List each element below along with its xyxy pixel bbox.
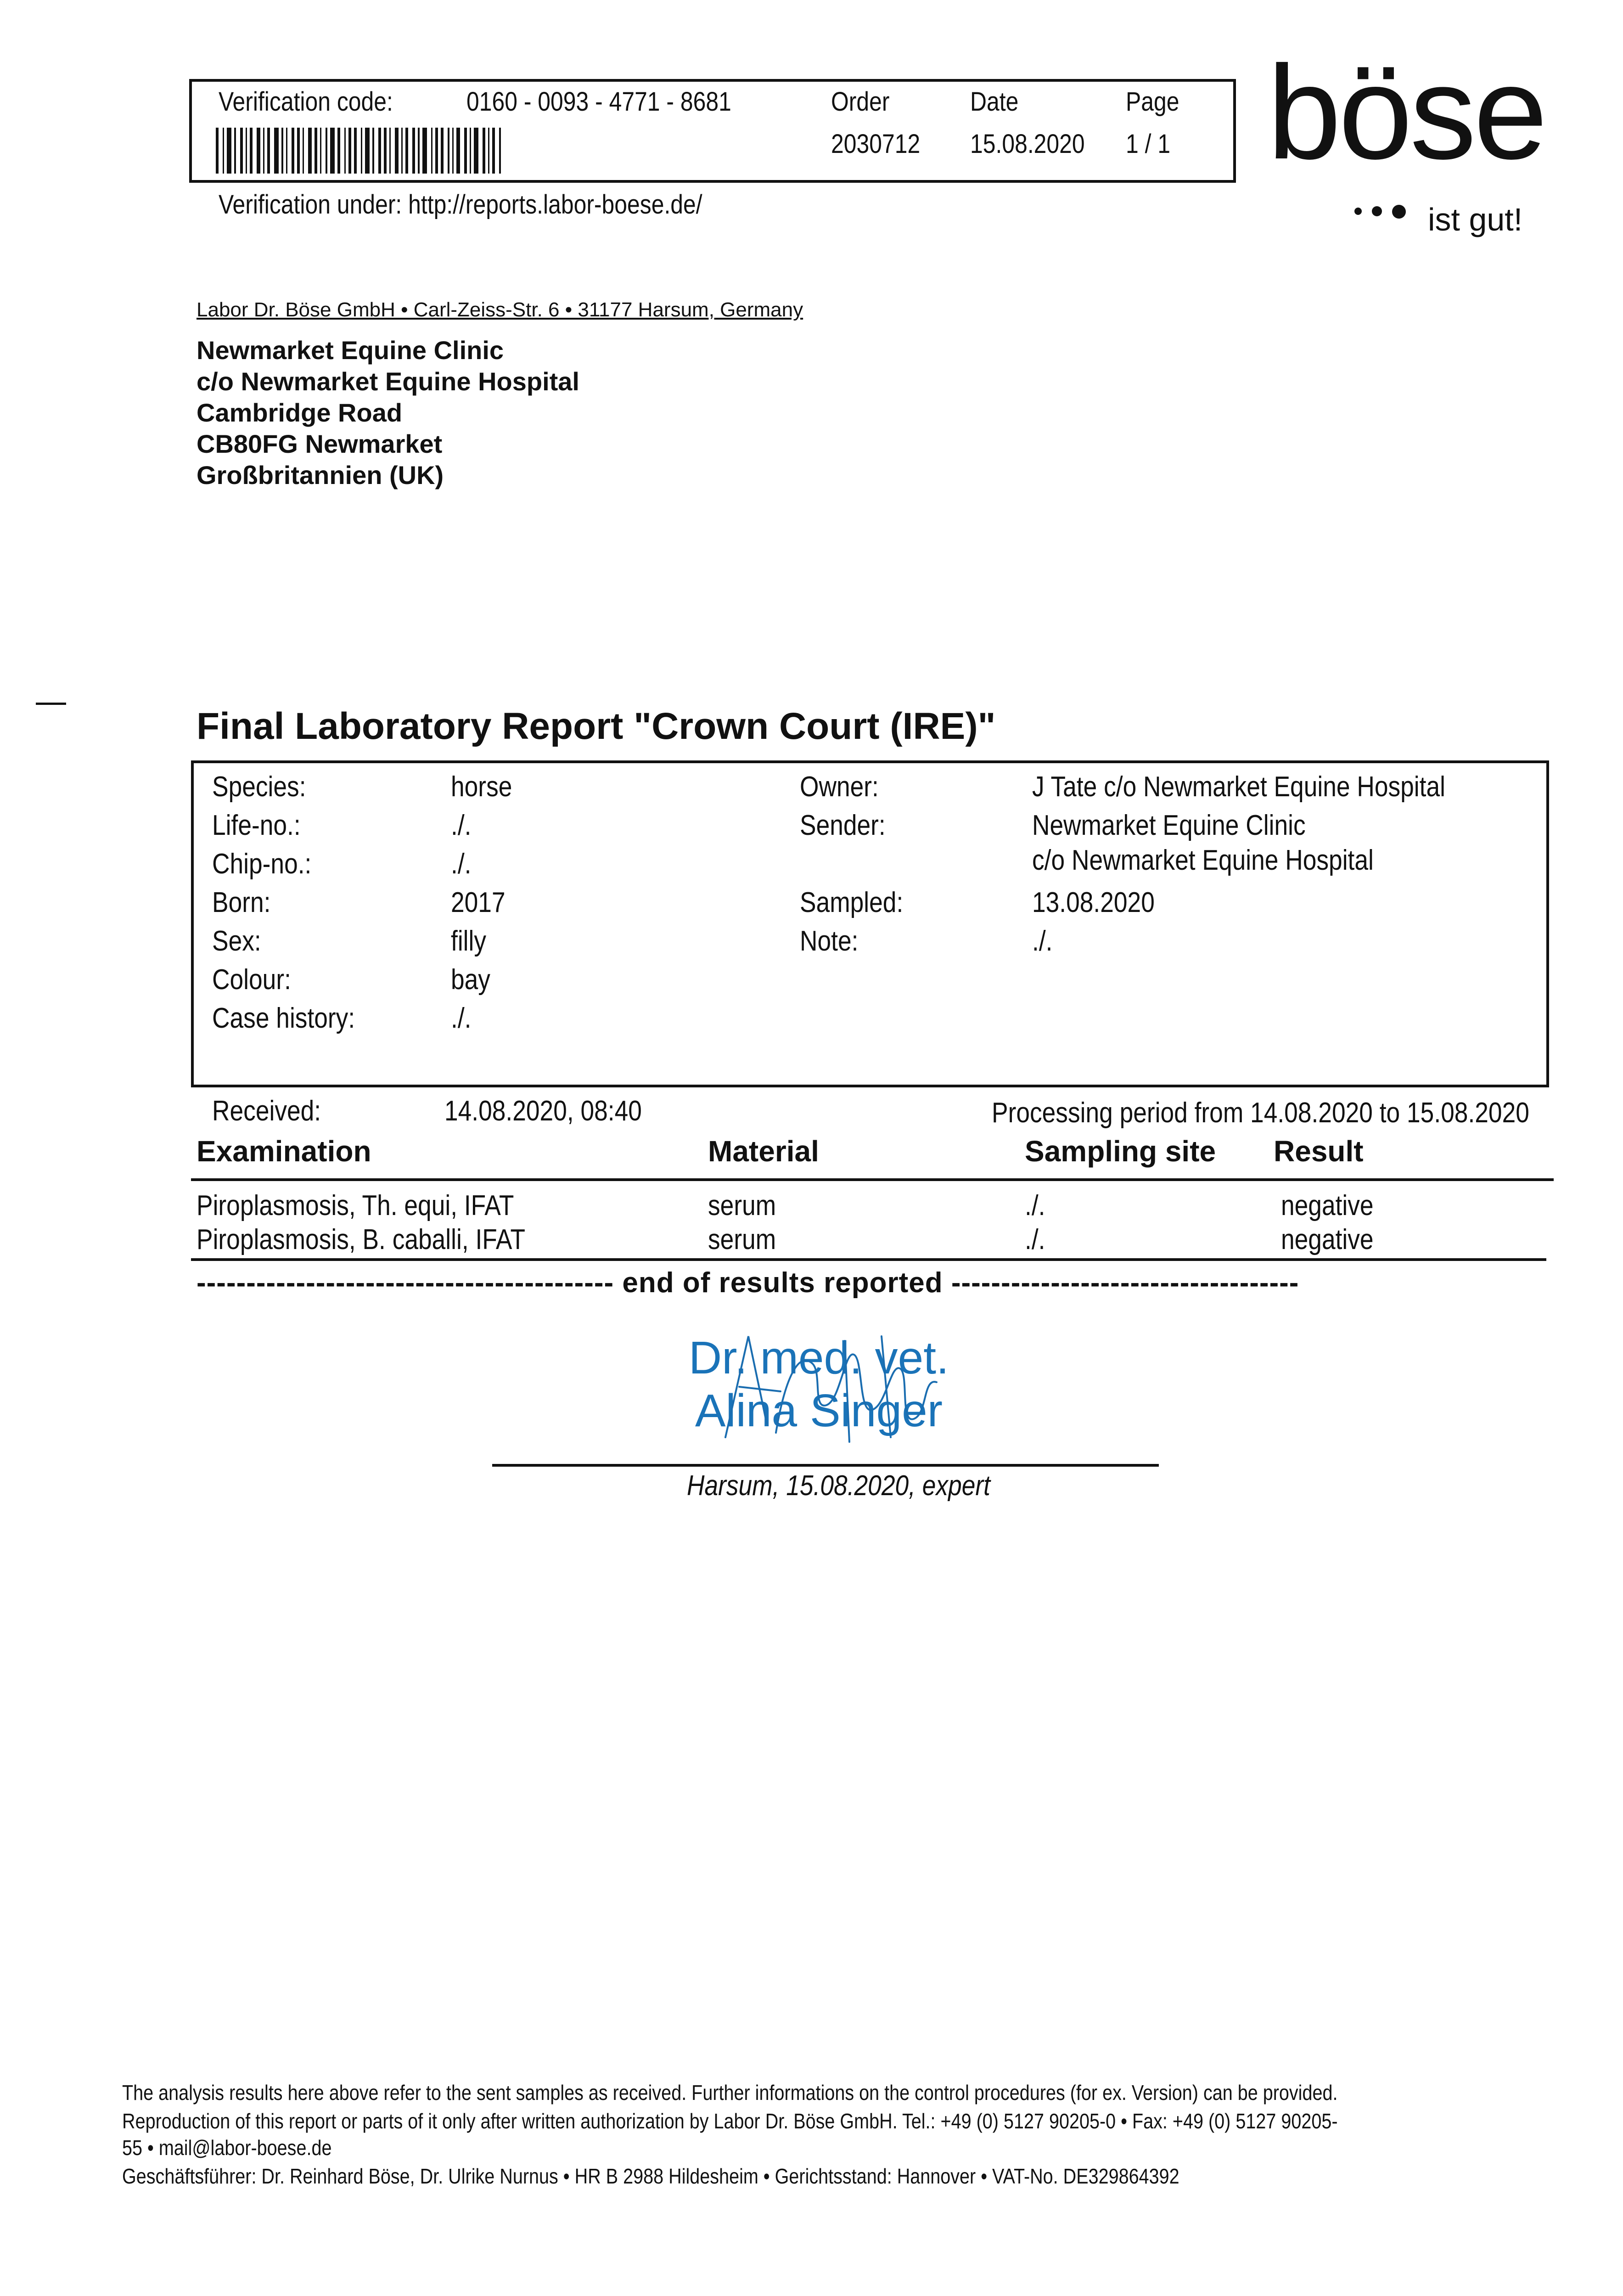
boese-logo: böse: [1267, 38, 1545, 187]
col-header-result: Result: [1274, 1135, 1364, 1168]
signature-rule: [492, 1464, 1159, 1467]
species-label: Species:: [212, 771, 306, 803]
order-value: 2030712: [831, 129, 921, 159]
handwritten-signature: [707, 1322, 964, 1460]
note-value: ./.: [1032, 925, 1053, 957]
address-line: c/o Newmarket Equine Hospital: [197, 367, 579, 396]
lab-sender-line: Labor Dr. Böse GmbH • Carl-Zeiss-Str. 6 • 31177 Harsum, Germany: [197, 298, 803, 321]
address-line: Newmarket Equine Clinic: [197, 336, 504, 365]
address-line: CB80FG Newmarket: [197, 429, 443, 458]
sampled-value: 13.08.2020: [1032, 887, 1155, 918]
received-value: 14.08.2020, 08:40: [444, 1095, 642, 1127]
received-label: Received:: [212, 1095, 321, 1127]
sampled-label: Sampled:: [800, 887, 904, 918]
fold-mark: [36, 703, 66, 705]
col-header-material: Material: [708, 1135, 819, 1168]
sender-label: Sender:: [800, 810, 886, 841]
table-cell-sampling-site: ./.: [1025, 1190, 1045, 1221]
born-label: Born:: [212, 887, 271, 918]
col-header-sampling-site: Sampling site: [1025, 1135, 1216, 1168]
table-cell-material: serum: [708, 1224, 776, 1255]
verification-label: Verification code:: [219, 87, 393, 117]
sex-label: Sex:: [212, 925, 261, 957]
address-line: Großbritannien (UK): [197, 461, 444, 490]
end-of-results-line: ------------------------------------------ end of results reported -----------------------------------: [197, 1267, 1299, 1299]
colour-value: bay: [451, 964, 490, 996]
signature-title: Dr. med. vet.: [689, 1332, 949, 1384]
address-line: Cambridge Road: [197, 398, 403, 427]
report-title: Final Laboratory Report "Crown Court (IRE)": [197, 705, 996, 747]
born-value: 2017: [451, 887, 505, 918]
signature-caption: Harsum, 15.08.2020, expert: [687, 1470, 990, 1502]
colour-label: Colour:: [212, 964, 291, 996]
verification-code: 0160 - 0093 - 4771 - 8681: [466, 87, 731, 117]
table-cell-result: negative: [1281, 1190, 1374, 1221]
case-history-label: Case history:: [212, 1002, 355, 1034]
note-label: Note:: [800, 925, 859, 957]
owner-label: Owner:: [800, 771, 879, 803]
page-value: 1 / 1: [1126, 129, 1171, 159]
processing-period: Processing period from 14.08.2020 to 15.08.2020: [992, 1097, 1529, 1129]
footer-line: Geschäftsführer: Dr. Reinhard Böse, Dr. Ulrike Nurnus • HR B 2988 Hildesheim • Gerichtsstand: Hannover • VAT-No. DE329864392: [122, 2164, 1179, 2188]
footer-line: 55 • mail@labor-boese.de: [122, 2136, 332, 2160]
table-cell-result: negative: [1281, 1224, 1374, 1255]
logo-dots-icon: [1354, 205, 1416, 221]
chip-no-label: Chip-no.:: [212, 848, 312, 880]
sender-value: Newmarket Equine Clinic: [1032, 810, 1306, 841]
footer-line: Reproduction of this report or parts of it only after written authorization by Labor Dr. Böse GmbH. Tel.: +49 (0) 5127 90205-0 • Fax: +49 (0) 5127 90205-: [122, 2109, 1338, 2133]
footer-line: The analysis results here above refer to the sent samples as received. Further informations on the control procedures (for ex. Version) can be provided.: [122, 2081, 1338, 2105]
signature-name: Alina Singer: [695, 1385, 943, 1436]
verification-url: Verification under: http://reports.labor-boese.de/: [219, 190, 702, 219]
table-bottom-rule: [191, 1258, 1546, 1261]
table-header-rule: [191, 1178, 1554, 1181]
col-header-examination: Examination: [197, 1135, 371, 1168]
sex-value: filly: [451, 925, 487, 957]
table-cell-examination: Piroplasmosis, B. caballi, IFAT: [197, 1224, 526, 1255]
page-label: Page: [1126, 87, 1179, 117]
sender-value: c/o Newmarket Equine Hospital: [1032, 844, 1374, 876]
owner-value: J Tate c/o Newmarket Equine Hospital: [1032, 771, 1445, 803]
species-value: horse: [451, 771, 512, 803]
chip-no-value: ./.: [451, 848, 472, 880]
logo-slogan: ist gut!: [1428, 202, 1523, 237]
case-history-value: ./.: [451, 1002, 472, 1034]
table-cell-sampling-site: ./.: [1025, 1224, 1045, 1255]
life-no-value: ./.: [451, 810, 472, 841]
life-no-label: Life-no.:: [212, 810, 301, 841]
date-label: Date: [970, 87, 1019, 117]
date-value: 15.08.2020: [970, 129, 1085, 159]
order-label: Order: [831, 87, 890, 117]
table-cell-examination: Piroplasmosis, Th. equi, IFAT: [197, 1190, 514, 1221]
barcode: [216, 128, 552, 174]
table-cell-material: serum: [708, 1190, 776, 1221]
